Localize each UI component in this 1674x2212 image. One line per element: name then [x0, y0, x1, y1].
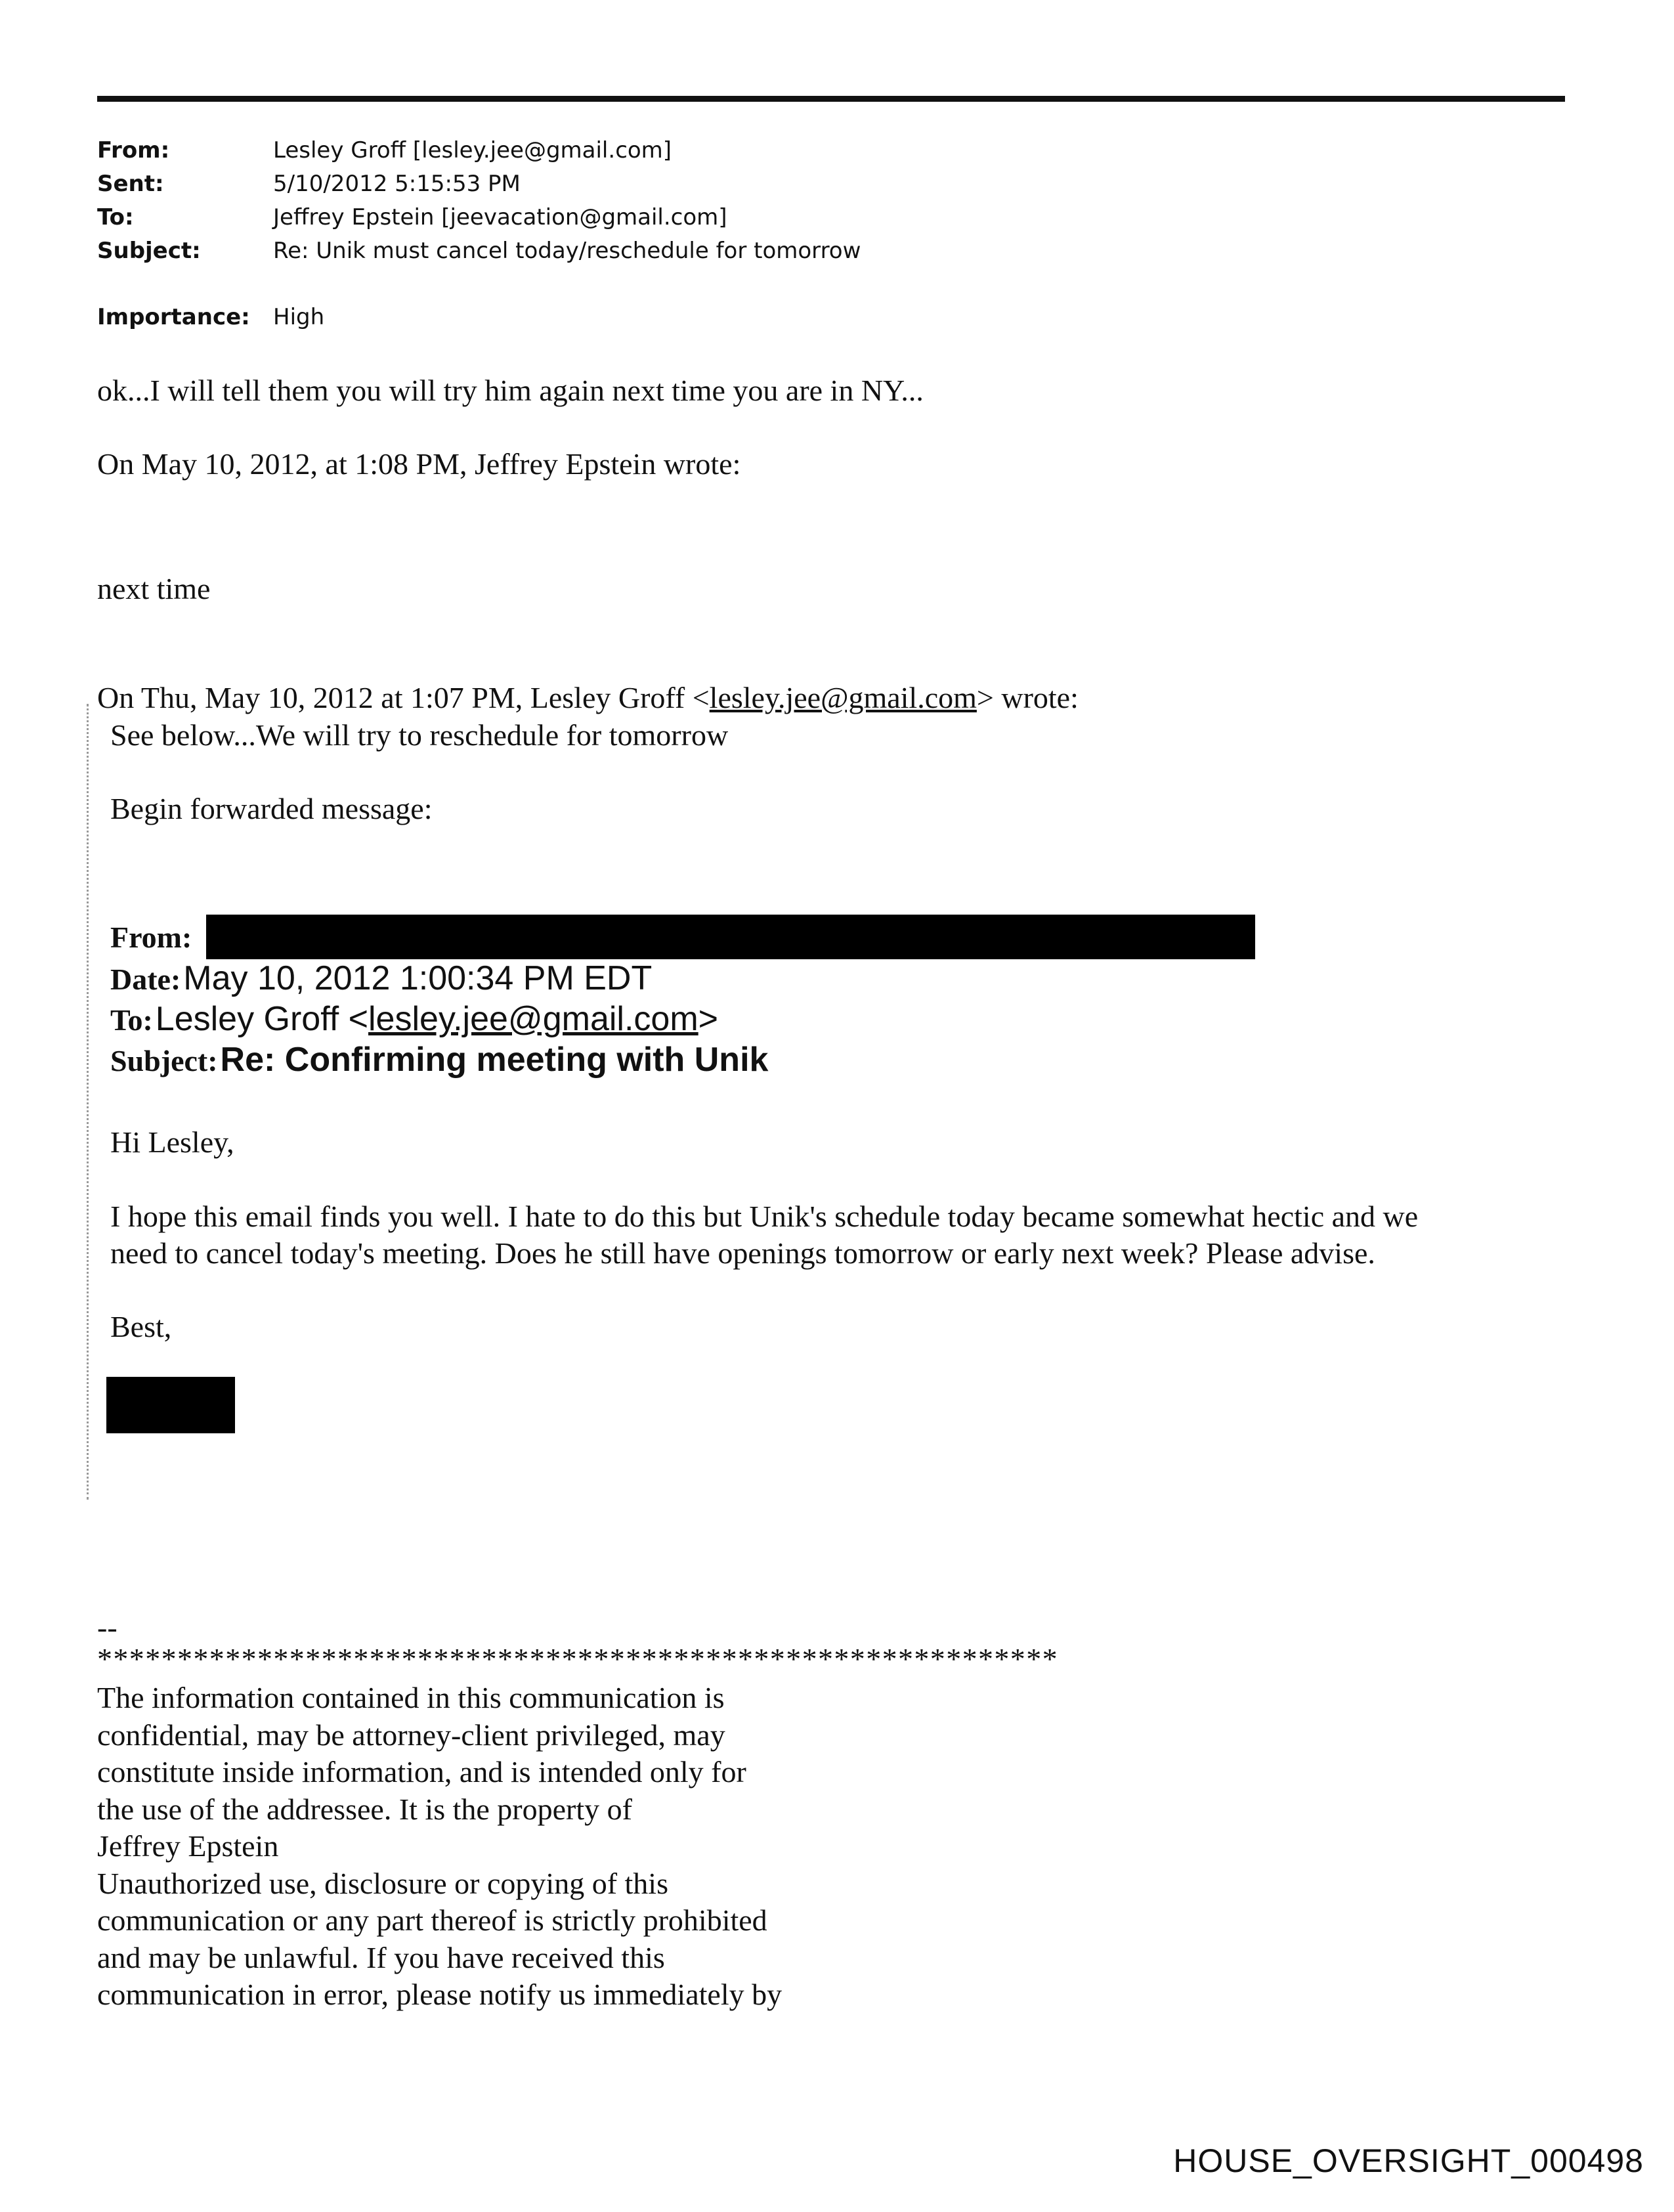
fwd-closing: Best,: [110, 1310, 172, 1343]
disclaimer-line: Jeffrey Epstein: [97, 1829, 279, 1863]
header-from-label: From:: [97, 137, 170, 163]
header-subject-label: Subject:: [97, 238, 201, 264]
disclaimer-line: and may be unlawful. If you have received this: [97, 1940, 665, 1974]
top-divider: [97, 96, 1565, 102]
quote1-intro: On May 10, 2012, at 1:08 PM, Jeffrey Epstein wrote:: [97, 447, 741, 481]
quote2-email-link[interactable]: lesley.jee@gmail.com: [709, 681, 977, 714]
disclaimer-line: confidential, may be attorney-client privileged, may: [97, 1718, 725, 1752]
quote-bar: [87, 704, 89, 1500]
signature-dashes: --: [97, 1611, 118, 1644]
reply-text: ok...I will tell them you will try him again next time you are in NY...: [97, 374, 924, 407]
header-sent-value: 5/10/2012 5:15:53 PM: [273, 171, 521, 197]
fwd-from-row: [110, 918, 192, 965]
fwd-greeting: Hi Lesley,: [110, 1125, 234, 1159]
fwd-subject-value: Re: Confirming meeting with Unik: [220, 1041, 769, 1079]
header-to-value: Jeffrey Epstein [jeevacation@gmail.com]: [273, 204, 727, 230]
disclaimer-line: Unauthorized use, disclosure or copying of this: [97, 1866, 668, 1900]
fwd-paragraph-line2: need to cancel today's meeting. Does he still have openings tomorrow or early next week? Please advise.: [110, 1236, 1375, 1270]
bates-number: HOUSE_OVERSIGHT_000498: [1173, 2142, 1644, 2179]
signature-redaction: [106, 1377, 235, 1433]
quote2-intro-suffix: > wrote:: [976, 681, 1079, 714]
confidentiality-notice: [97, 1680, 782, 2014]
quote2-line1: See below...We will try to reschedule for tomorrow: [110, 718, 729, 752]
fwd-subject-row: [110, 1040, 768, 1088]
fwd-date-label: Date:: [110, 963, 181, 996]
disclaimer-line: communication or any part thereof is strictly prohibited: [97, 1903, 767, 1937]
fwd-to-suffix: >: [698, 1000, 719, 1038]
fwd-to-email-link[interactable]: lesley.jee@gmail.com: [368, 1000, 698, 1038]
fwd-date-value: May 10, 2012 1:00:34 PM EDT: [183, 959, 653, 997]
redaction-block: [206, 915, 1255, 959]
fwd-paragraph-line1: I hope this email finds you well. I hate to do this but Unik's schedule today became somewhat hectic and we: [110, 1200, 1419, 1233]
disclaimer-line: communication in error, please notify us immediately by: [97, 1978, 783, 2011]
header-to-label: To:: [97, 204, 134, 230]
disclaimer-line: the use of the addressee. It is the property of: [97, 1792, 632, 1826]
fwd-to-prefix: Lesley Groff <: [155, 1000, 368, 1038]
header-from-value: Lesley Groff [lesley.jee@gmail.com]: [273, 137, 672, 163]
header-sent-label: Sent:: [97, 171, 164, 197]
header-importance-value: High: [273, 304, 325, 330]
fwd-subject-label: Subject:: [110, 1044, 218, 1077]
signature-asterisks: ************************************************************: [97, 1642, 1058, 1676]
fwd-to-label: To:: [110, 1003, 153, 1037]
quote2-line2: Begin forwarded message:: [110, 792, 433, 825]
quote2-intro-prefix: On Thu, May 10, 2012 at 1:07 PM, Lesley Groff <: [97, 681, 710, 714]
header-importance-label: Importance:: [97, 304, 250, 330]
disclaimer-line: The information contained in this communication is: [97, 1681, 725, 1714]
fwd-from-label: From:: [110, 921, 192, 954]
quote1-text: next time: [97, 572, 211, 605]
header-subject-value: Re: Unik must cancel today/reschedule for tomorrow: [273, 238, 861, 264]
disclaimer-line: constitute inside information, and is intended only for: [97, 1755, 746, 1789]
quote2-intro: [97, 680, 1079, 716]
